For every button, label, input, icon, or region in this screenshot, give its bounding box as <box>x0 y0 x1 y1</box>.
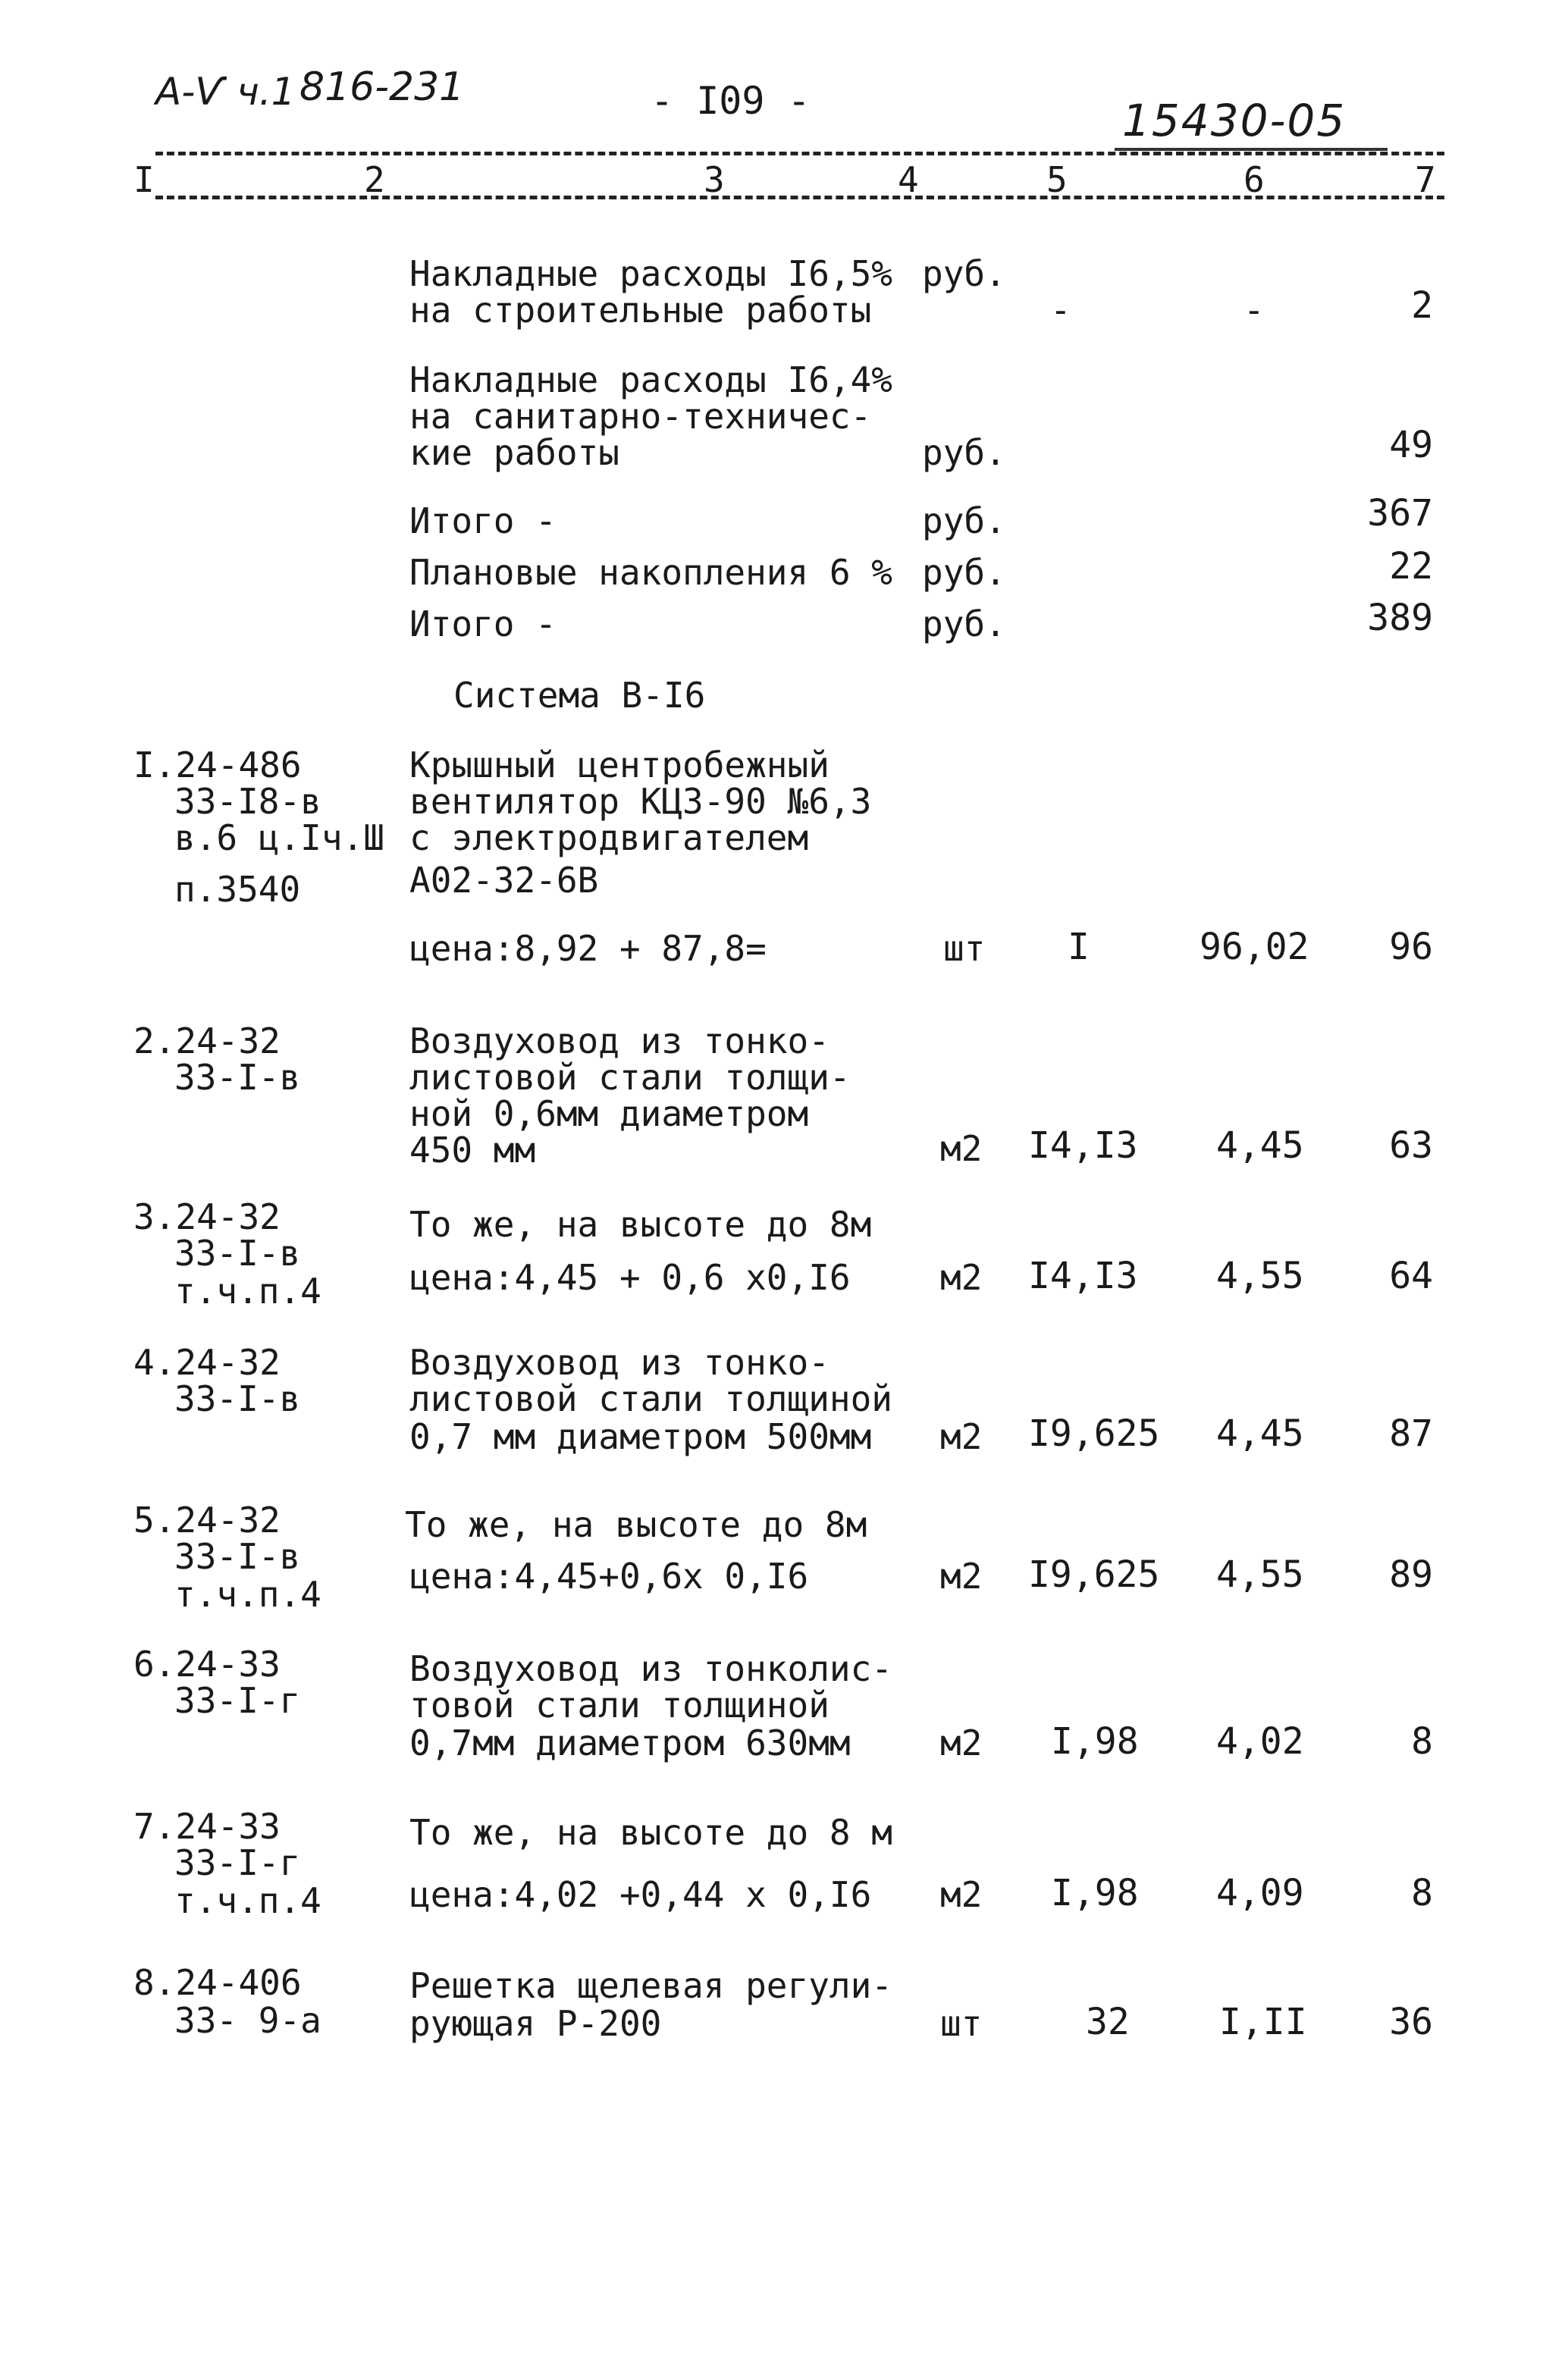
item-price: 4,45 <box>1216 1124 1304 1167</box>
item-desc: То же, на высоте до 8м <box>405 1504 867 1545</box>
item-price: 4,55 <box>1216 1255 1304 1297</box>
header-ref-handwritten: 816-231 <box>299 64 465 110</box>
item-total: 8 <box>1411 1872 1433 1914</box>
item-desc: Воздуховод из тонколис- <box>409 1648 892 1689</box>
column-number-3: 3 <box>704 159 725 200</box>
summary-total: 22 <box>1389 545 1433 588</box>
column-number-6: 6 <box>1243 159 1265 200</box>
summary-unit: руб. <box>922 603 1006 644</box>
item-desc: листовой стали толщиной <box>409 1378 892 1419</box>
item-qty: I4,I3 <box>1028 1124 1138 1167</box>
item-total: 8 <box>1411 1720 1433 1763</box>
item-desc: 0,7 мм диаметром 500мм <box>409 1416 872 1457</box>
item-total: 89 <box>1389 1553 1433 1596</box>
section-title: Система В-I6 <box>453 675 706 716</box>
item-price: 4,45 <box>1216 1412 1304 1455</box>
item-desc: вентилятор КЦ3-90 №6,3 <box>409 781 872 822</box>
summary-unit: руб. <box>922 500 1006 541</box>
item-desc: цена:4,45+0,6х 0,I6 <box>409 1556 809 1597</box>
item-total: 63 <box>1389 1124 1433 1167</box>
document-number: 15430-05 <box>1122 95 1347 146</box>
item-unit: м2 <box>940 1257 983 1298</box>
summary-price: - <box>1243 290 1265 331</box>
column-number-1: I <box>133 159 155 200</box>
item-code: 33-I-в <box>174 1378 301 1419</box>
item-qty: I9,625 <box>1028 1553 1160 1596</box>
item-code: 33-I-в <box>174 1233 301 1274</box>
item-unit: м2 <box>940 1556 983 1597</box>
item-desc: 450 мм <box>409 1130 536 1171</box>
item-code: 8.24-406 <box>133 1962 302 2003</box>
item-code: 33-I-в <box>174 1057 301 1098</box>
item-desc: цена:4,02 +0,44 х 0,I6 <box>409 1874 872 1915</box>
item-code: 33-I-в <box>174 1536 301 1577</box>
item-code: 6.24-33 <box>133 1644 281 1685</box>
item-code: 33-I-г <box>174 1842 301 1883</box>
item-qty: I <box>1068 926 1090 968</box>
item-qty: I,98 <box>1051 1872 1139 1914</box>
item-total: 64 <box>1389 1255 1433 1297</box>
item-desc: 0,7мм диаметром 630мм <box>409 1723 851 1763</box>
item-desc: ной 0,6мм диаметром <box>409 1093 809 1134</box>
item-code: т.ч.п.4 <box>174 1880 321 1921</box>
item-total: 96 <box>1389 926 1433 968</box>
item-desc: Воздуховод из тонко- <box>409 1342 829 1383</box>
summary-total: 49 <box>1389 424 1433 466</box>
item-calc: цена:8,92 + 87,8= <box>409 928 767 969</box>
item-code: 4.24-32 <box>133 1342 281 1383</box>
item-unit: м2 <box>940 1416 983 1457</box>
column-number-7: 7 <box>1415 159 1436 200</box>
summary-total: 389 <box>1367 597 1433 639</box>
summary-line: Накладные расходы I6,4% <box>409 359 892 400</box>
item-desc: рующая Р-200 <box>409 2003 662 2044</box>
page-number: - I09 - <box>651 79 811 123</box>
item-code: 33-I8-в <box>174 781 321 822</box>
item-qty: I9,625 <box>1028 1412 1160 1455</box>
item-unit: м2 <box>940 1128 983 1169</box>
item-desc: листовой стали толщи- <box>409 1057 851 1098</box>
item-desc: товой стали толщиной <box>409 1685 829 1726</box>
summary-total: 2 <box>1411 284 1433 327</box>
item-qty: 32 <box>1086 2001 1130 2043</box>
item-code: п.3540 <box>174 869 301 910</box>
summary-line: Плановые накопления 6 % <box>409 552 892 593</box>
item-price: I,II <box>1219 2001 1307 2043</box>
document-number-underline <box>1115 148 1388 151</box>
item-code: I.24-486 <box>133 745 302 785</box>
item-code: 7.24-33 <box>133 1806 281 1847</box>
item-code: 33-I-г <box>174 1680 301 1721</box>
item-code: т.ч.п.4 <box>174 1574 321 1615</box>
summary-total: 367 <box>1367 492 1433 534</box>
summary-line: Итого - <box>409 500 557 541</box>
summary-line: Итого - <box>409 603 557 644</box>
item-desc: А02-32-6В <box>409 860 599 901</box>
summary-unit: руб. <box>922 253 1006 294</box>
item-total: 87 <box>1389 1412 1433 1455</box>
item-qty: I,98 <box>1051 1720 1139 1763</box>
column-number-2: 2 <box>364 159 385 200</box>
item-price: 96,02 <box>1200 926 1309 968</box>
summary-line: Накладные расходы I6,5% <box>409 253 892 294</box>
item-unit: шт <box>940 2003 983 2044</box>
item-unit: м2 <box>940 1874 983 1915</box>
item-unit: шт <box>943 928 986 969</box>
item-desc: Крышный центробежный <box>409 745 829 785</box>
item-code: т.ч.п.4 <box>174 1271 321 1312</box>
item-desc: с электродвигателем <box>409 817 809 858</box>
item-desc: Воздуховод из тонко- <box>409 1020 829 1061</box>
summary-line: на санитарно-техничес- <box>409 396 872 437</box>
column-number-4: 4 <box>898 159 919 200</box>
summary-qty: - <box>1050 290 1071 331</box>
item-price: 4,09 <box>1216 1872 1304 1914</box>
item-code: 2.24-32 <box>133 1020 281 1061</box>
header-ref: А-Ѵ ч.1 <box>155 70 296 114</box>
summary-line: кие работы <box>409 432 619 473</box>
item-desc: То же, на высоте до 8м <box>409 1204 872 1245</box>
item-code: 3.24-32 <box>133 1196 281 1237</box>
summary-unit: руб. <box>922 432 1006 473</box>
summary-unit: руб. <box>922 552 1006 593</box>
item-price: 4,02 <box>1216 1720 1304 1763</box>
item-code: 33- 9-а <box>174 2000 321 2041</box>
item-desc: Решетка щелевая регули- <box>409 1965 892 2006</box>
column-number-5: 5 <box>1046 159 1068 200</box>
item-code: 5.24-32 <box>133 1500 281 1541</box>
item-price: 4,55 <box>1216 1553 1304 1596</box>
item-unit: м2 <box>940 1723 983 1763</box>
summary-line: на строительные работы <box>409 290 872 331</box>
item-desc: цена:4,45 + 0,6 х0,I6 <box>409 1257 851 1298</box>
header-rule-top <box>155 152 1444 155</box>
item-total: 36 <box>1389 2001 1433 2043</box>
item-qty: I4,I3 <box>1028 1255 1138 1297</box>
item-desc: То же, на высоте до 8 м <box>409 1812 892 1853</box>
item-code: в.6 ц.Iч.Ш <box>174 817 384 858</box>
